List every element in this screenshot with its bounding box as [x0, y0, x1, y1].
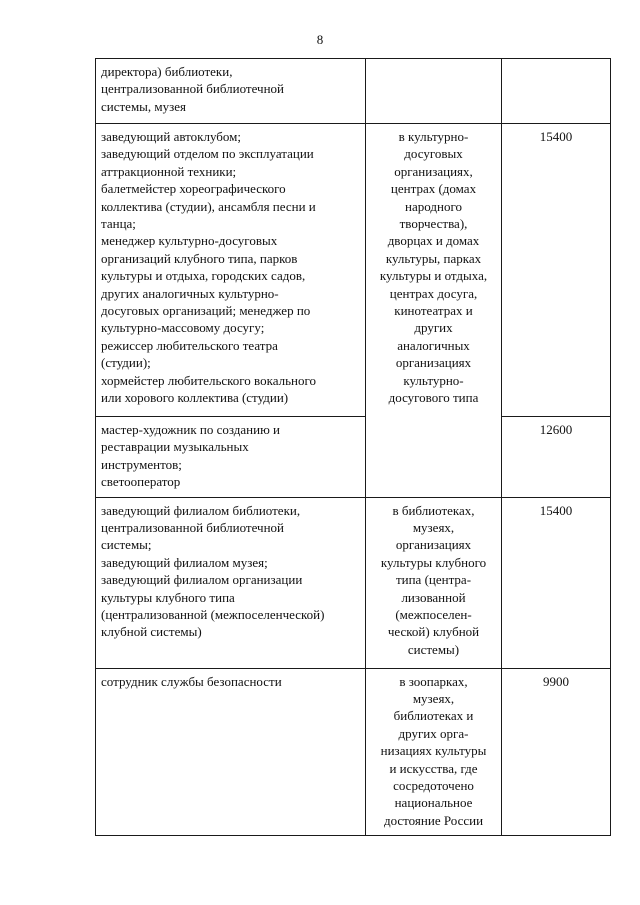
- place-line: системы): [407, 641, 460, 657]
- place-line: достояние России: [383, 812, 484, 828]
- place-cell: [366, 668, 502, 836]
- page-number: 8: [316, 32, 324, 47]
- place-line: организациях,: [394, 163, 473, 179]
- position-line: или хорового коллектива (студии): [101, 390, 289, 406]
- position-line: заведующий филиалом библиотеки,: [101, 502, 301, 518]
- place-line: типа (центра-: [395, 572, 472, 588]
- position-line: коллектива (студии), ансамбля песни и: [101, 198, 316, 214]
- position-line: балетмейстер хореографического: [101, 181, 286, 197]
- place-line: других: [414, 320, 453, 336]
- place-line: в культурно-: [398, 129, 469, 144]
- place-line: библиотеках и: [393, 708, 474, 724]
- position-line: организаций клубного типа, парков: [101, 250, 298, 266]
- position-line: централизованной библиотечной: [101, 520, 284, 536]
- position-line: культуры клубного типа: [101, 589, 235, 605]
- position-line: директора) библиотеки,: [101, 64, 233, 79]
- salary-cell: 12600: [502, 417, 611, 498]
- position-line: других аналогичных культурно-: [101, 285, 279, 301]
- place-line: в библиотеках,: [392, 502, 475, 518]
- position-line: заведующий автоклубом;: [101, 129, 241, 144]
- place-line: кинотеатрах и: [394, 303, 473, 319]
- place-line: организациях: [395, 537, 472, 553]
- place-line: других орга-: [398, 725, 469, 741]
- salary-cell: 9900: [502, 668, 611, 836]
- position-line: заведующий филиалом музея;: [101, 554, 268, 570]
- place-line: народного: [405, 198, 462, 214]
- position-cell: [96, 668, 366, 836]
- place-line: аналогичных: [397, 337, 470, 353]
- place-line: досугового типа: [388, 390, 479, 406]
- place-line: музеях,: [412, 691, 455, 707]
- place-line: центрах досуга,: [389, 285, 478, 301]
- position-line: аттракционной техники;: [101, 163, 237, 179]
- place-cell: [366, 497, 502, 668]
- position-line: досуговых организаций; менеджер по: [101, 303, 311, 319]
- position-line: режиссер любительского театра: [101, 337, 278, 353]
- position-line: реставрации музыкальных: [101, 439, 249, 455]
- place-line: низациях культуры: [380, 743, 487, 759]
- salary-cell: 15400: [502, 497, 611, 668]
- position-line: сотрудник службы безопасности: [101, 673, 282, 689]
- place-line: музеях,: [412, 520, 455, 536]
- place-line: в зоопарках,: [399, 673, 468, 689]
- position-line: инструментов;: [101, 456, 182, 472]
- salary-table: [95, 58, 611, 836]
- place-line: культуры, парках: [385, 250, 482, 266]
- salary-cell: [502, 59, 611, 124]
- table-row: [96, 124, 611, 417]
- table-row: [96, 497, 611, 668]
- position-line: культурно-массовому досугу;: [101, 320, 265, 336]
- place-line: культуры клубного: [380, 554, 487, 570]
- place-line: национальное: [394, 795, 473, 811]
- table-row: [96, 417, 611, 498]
- place-cell: [366, 124, 502, 498]
- place-line: организациях: [395, 355, 472, 371]
- place-line: (межпоселен-: [395, 607, 472, 623]
- position-line: клубной системы): [101, 624, 202, 640]
- position-cell: [96, 417, 366, 498]
- place-line: сосредоточено: [393, 778, 474, 794]
- position-line: мастер-художник по созданию и: [101, 422, 280, 437]
- position-line: заведующий филиалом организации: [101, 572, 303, 588]
- place-line: культурно-: [403, 372, 464, 388]
- place-line: культуры и отдыха,: [379, 268, 488, 284]
- position-cell: [96, 59, 366, 124]
- position-line: системы;: [101, 537, 152, 553]
- place-line: центрах (домах: [390, 181, 477, 197]
- position-cell: [96, 497, 366, 668]
- position-line: светооператор: [101, 474, 181, 490]
- place-line: досуговых: [404, 146, 463, 162]
- place-line: творчества),: [399, 216, 468, 232]
- position-line: (студии);: [101, 355, 151, 371]
- position-line: хормейстер любительского вокального: [101, 372, 316, 388]
- table-row: [96, 668, 611, 836]
- position-line: системы, музея: [101, 98, 187, 114]
- salary-cell: 15400: [502, 124, 611, 417]
- place-line: дворцах и домах: [387, 233, 480, 249]
- position-line: менеджер культурно-досуговых: [101, 233, 278, 249]
- position-cell: [96, 124, 366, 417]
- position-line: культуры и отдыха, городских садов,: [101, 268, 306, 284]
- position-line: (централизованной (межпоселенческой): [101, 607, 325, 623]
- position-line: танца;: [101, 216, 136, 232]
- place-line: ческой) клубной: [387, 624, 480, 640]
- place-cell: [366, 59, 502, 124]
- place-line: и искусства, где: [389, 760, 478, 776]
- position-line: централизованной библиотечной: [101, 81, 284, 97]
- table-row: [96, 59, 611, 124]
- position-line: заведующий отделом по эксплуатации: [101, 146, 314, 162]
- place-line: лизованной: [401, 589, 466, 605]
